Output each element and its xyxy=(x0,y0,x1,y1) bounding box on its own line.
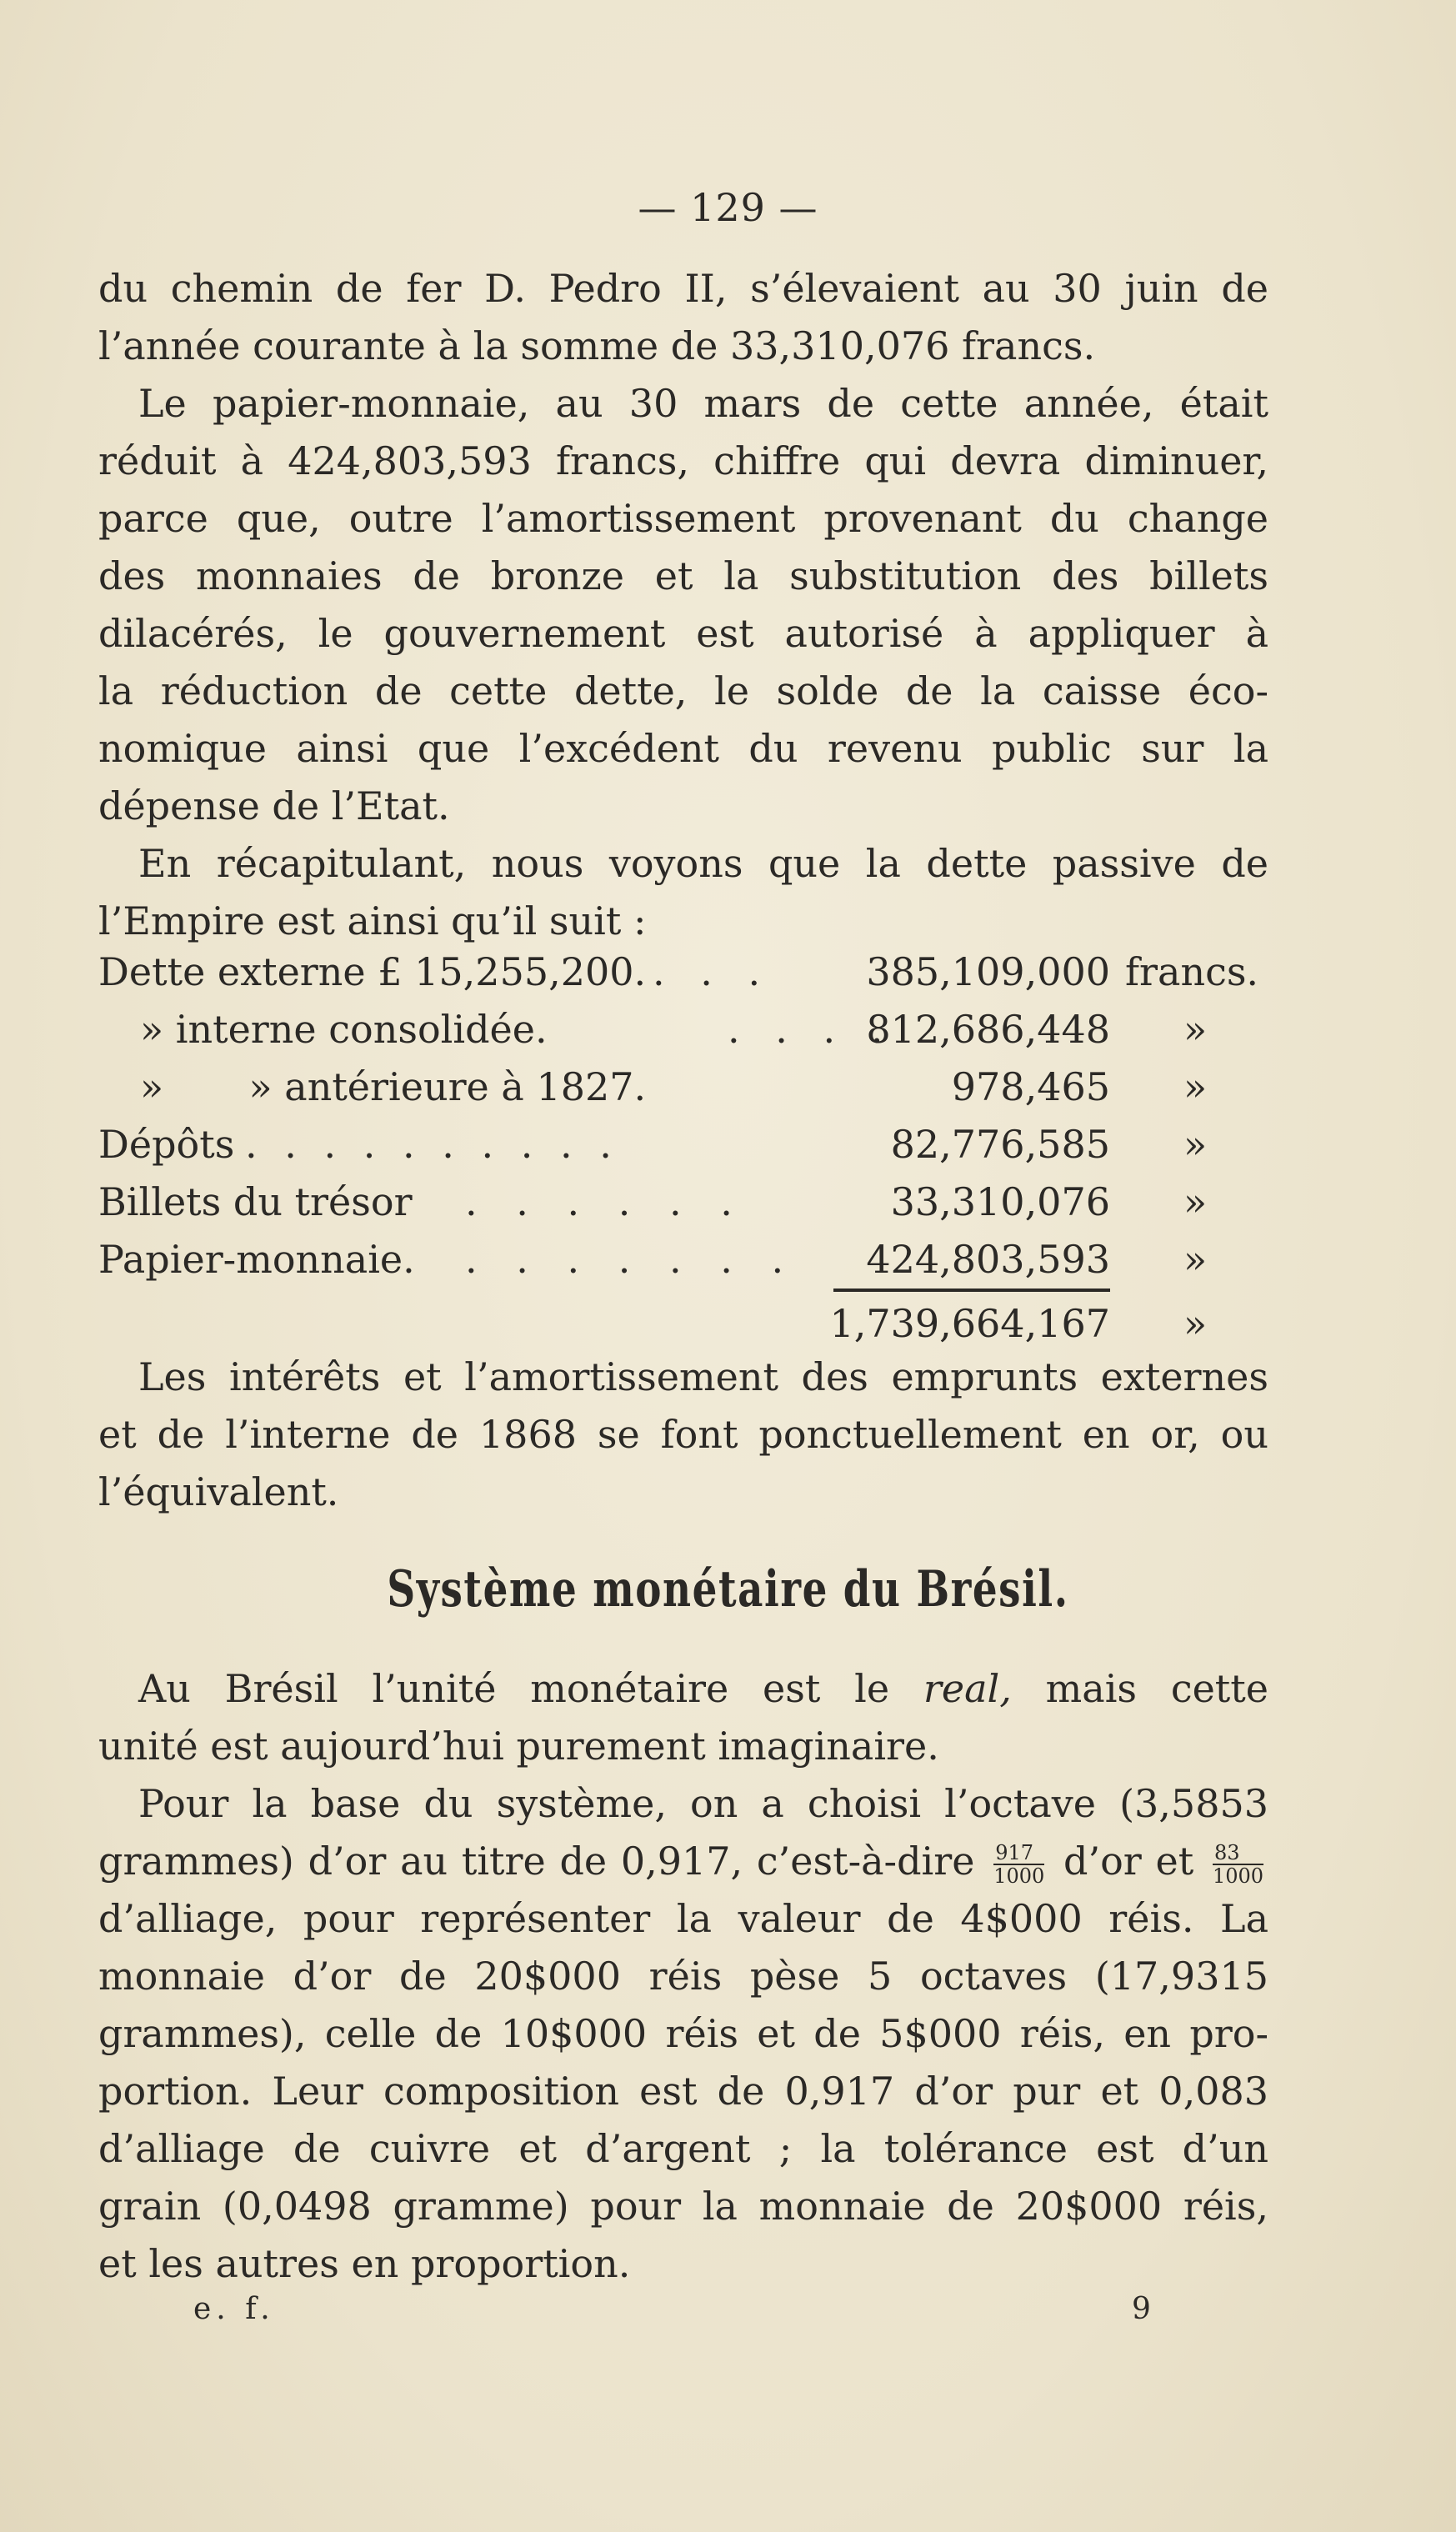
leader-dots: . . . . . . xyxy=(465,1179,746,1224)
text-line: grammes), celle de 10$000 réis et de 5$000 réis, en pro- xyxy=(98,2011,1268,2056)
row-amount: 82,776,585 xyxy=(890,1122,1110,1167)
text-line xyxy=(98,1660,1268,1718)
text-line: dilacérés, le gouvernement est autorisé à appliquer à xyxy=(98,611,1268,656)
text-line: et de l’interne de 1868 se font ponctuellement en or, ou xyxy=(98,1412,1268,1457)
sum-rule xyxy=(833,1289,1110,1292)
row-label: Dépôts xyxy=(98,1122,235,1167)
text-span: Au Brésil l’unité monétaire est le xyxy=(138,1666,890,1711)
text-line: du chemin de fer D. Pedro II, s’élevaient au 30 juin de xyxy=(98,266,1268,311)
fraction xyxy=(993,1842,1044,1887)
total-amount: 1,739,664,167 xyxy=(829,1301,1110,1346)
text-line: l’Empire est ainsi qu’il suit : xyxy=(98,898,647,943)
leader-dots: . . . xyxy=(653,949,773,994)
text-line: des monnaies de bronze et la substitution des billets xyxy=(98,553,1268,598)
fraction-denominator: 1000 xyxy=(993,1864,1045,1888)
text-line: dépense de l’Etat. xyxy=(98,783,450,828)
row-label: Papier-monnaie. xyxy=(98,1237,415,1282)
text-span: mais cette xyxy=(1045,1666,1269,1711)
row-unit: » xyxy=(1183,1237,1208,1282)
row-unit: » xyxy=(1183,1179,1208,1224)
table-row xyxy=(98,1231,1268,1289)
sheet-number: 9 xyxy=(1132,2292,1151,2326)
row-amount: 385,109,000 xyxy=(866,949,1110,994)
row-label: Dette externe £ 15,255,200. xyxy=(98,949,647,994)
text-span: d’or et xyxy=(1063,1839,1194,1884)
page-number: — 129 — xyxy=(638,185,818,230)
table-row xyxy=(98,1173,1268,1231)
row-amount: 424,803,593 xyxy=(866,1237,1110,1282)
table-row xyxy=(98,1116,1268,1173)
text-block-top xyxy=(98,260,1268,950)
text-line: parce que, outre l’amortissement provenant du change xyxy=(98,496,1268,541)
row-unit: francs. xyxy=(1125,949,1259,994)
total-unit: » xyxy=(1183,1301,1208,1346)
row-amount: 978,465 xyxy=(951,1064,1110,1109)
row-label: » interne consolidée. xyxy=(140,1007,548,1052)
row-amount: 33,310,076 xyxy=(890,1179,1110,1224)
text-line: la réduction de cette dette, le solde de la caisse éco- xyxy=(98,668,1268,713)
row-unit: » xyxy=(1183,1122,1208,1167)
fraction xyxy=(1213,1842,1263,1887)
text-line: d’alliage, pour représenter la valeur de 4$000 réis. La xyxy=(98,1896,1268,1941)
row-label: » » antérieure à 1827. xyxy=(140,1064,647,1109)
table-row xyxy=(98,1058,1268,1116)
row-amount: 812,686,448 xyxy=(866,1007,1110,1052)
italic-word: real, xyxy=(923,1666,1012,1711)
text-block-middle xyxy=(98,1349,1268,1521)
text-block-bottom xyxy=(98,1660,1268,2293)
leader-dots: . . . . . . . . . . xyxy=(245,1122,619,1167)
text-line: l’équivalent. xyxy=(98,1469,339,1514)
section-heading: Système monétaire du Brésil. xyxy=(387,1560,1069,1619)
text-line: En récapitulant, nous voyons que la dette passive de xyxy=(138,841,1268,886)
text-line: et les autres en proportion. xyxy=(98,2241,631,2286)
row-unit: » xyxy=(1183,1007,1208,1052)
text-line: Les intérêts et l’amortissement des emprunts externes xyxy=(138,1354,1268,1399)
table-row xyxy=(98,943,1268,1001)
text-line xyxy=(98,1833,1268,1890)
text-line: d’alliage de cuivre et d’argent ; la tolérance est d’un xyxy=(98,2126,1268,2171)
text-span: grammes) d’or au titre de 0,917, c’est-à-dire xyxy=(98,1839,975,1884)
row-label: Billets du trésor xyxy=(98,1179,413,1224)
text-line: portion. Leur composition est de 0,917 d’or pur et 0,083 xyxy=(98,2069,1268,2114)
text-line: réduit à 424,803,593 francs, chiffre qui devra diminuer, xyxy=(98,438,1268,483)
table-row xyxy=(98,1001,1268,1058)
fraction-denominator: 1000 xyxy=(1212,1864,1264,1888)
table-total-row xyxy=(98,1295,1268,1353)
text-line: l’année courante à la somme de 33,310,076 francs. xyxy=(98,323,1096,368)
leader-dots: . . . . . . . xyxy=(465,1237,798,1282)
fraction-numerator: 83 xyxy=(1213,1842,1263,1865)
text-line: Le papier-monnaie, au 30 mars de cette année, était xyxy=(138,381,1268,426)
row-unit: » xyxy=(1183,1064,1208,1109)
text-line: Pour la base du système, on a choisi l’octave (3,5853 xyxy=(138,1781,1268,1826)
text-line: nomique ainsi que l’excédent du revenu public sur la xyxy=(98,726,1268,771)
fraction-numerator: 917 xyxy=(993,1842,1044,1865)
text-line: monnaie d’or de 20$000 réis pèse 5 octaves (17,9315 xyxy=(98,1954,1268,1999)
leader-dots: . . . . xyxy=(728,1007,895,1052)
text-line: unité est aujourd’hui purement imaginaire. xyxy=(98,1724,939,1769)
text-line: grain (0,0498 gramme) pour la monnaie de 20$000 réis, xyxy=(98,2184,1268,2229)
printer-signature: e. f. xyxy=(193,2292,275,2326)
